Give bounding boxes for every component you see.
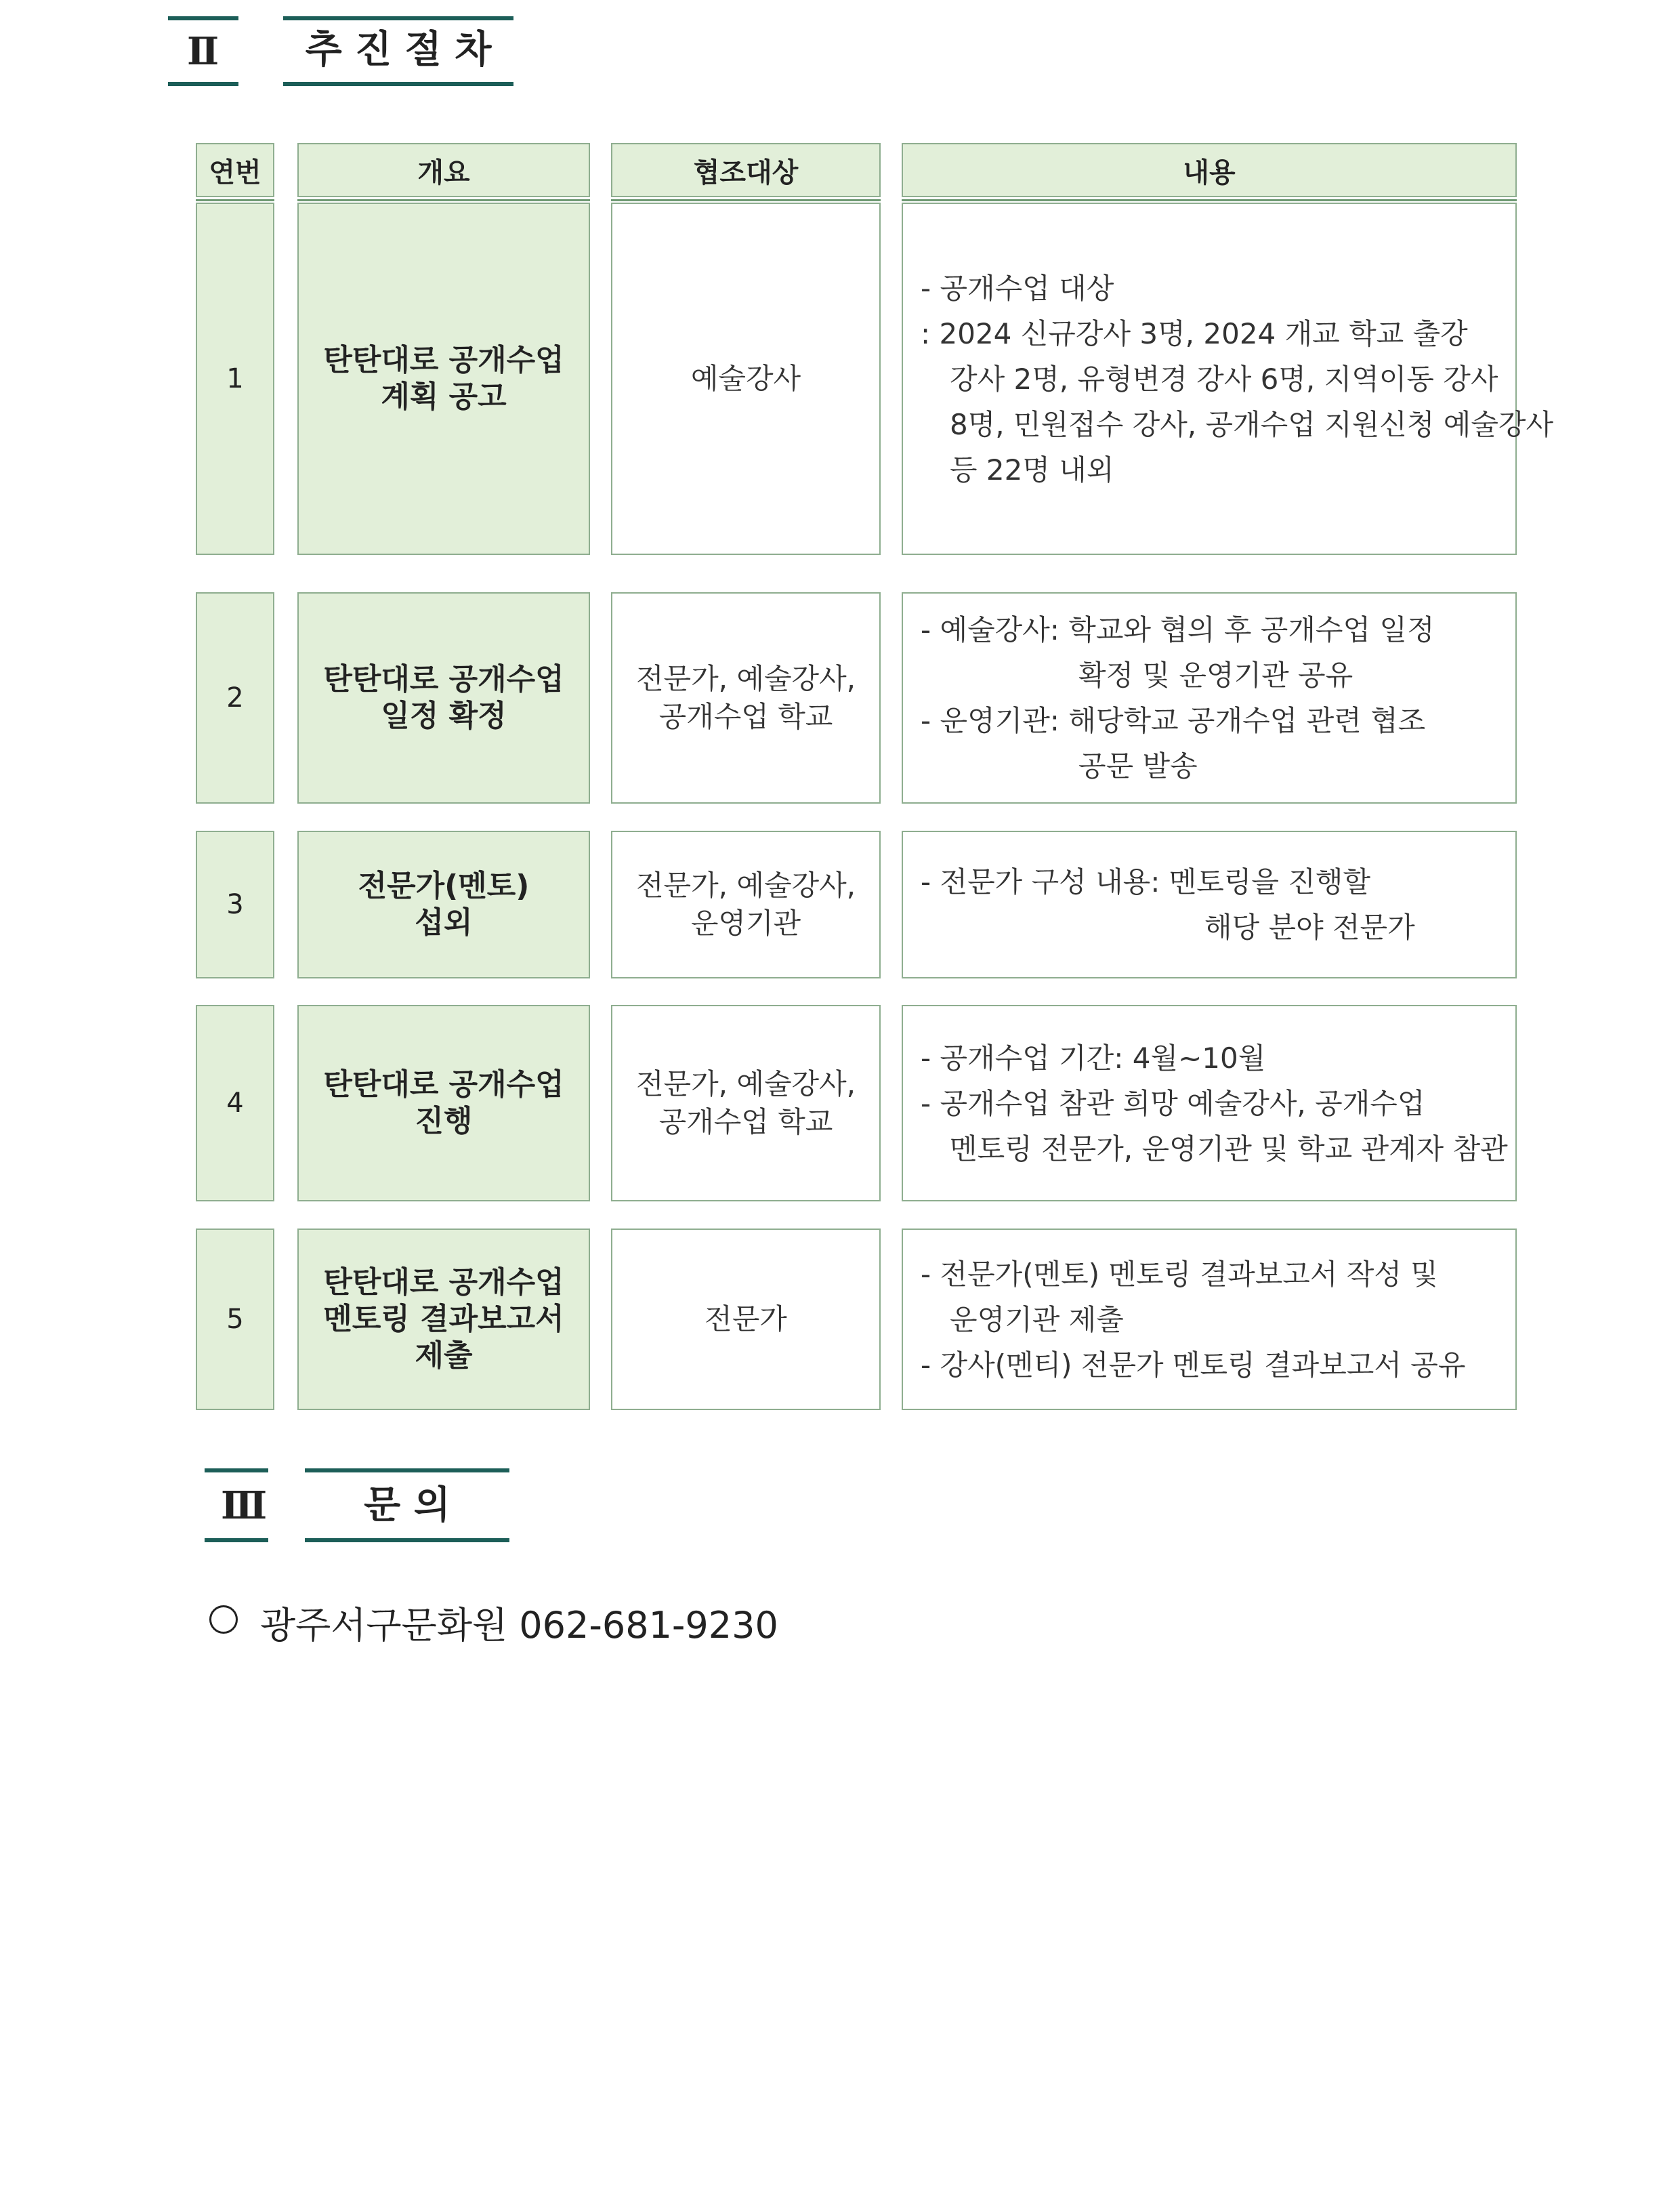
section2-numeral: Ⅱ — [187, 29, 219, 74]
row1-content-line3: 강사 2명, 유형변경 강사 6명, 지역이동 강사 — [950, 362, 1498, 396]
row4-target-line2: 공개수업 학교 — [658, 1105, 833, 1138]
row2-content — [902, 592, 1517, 804]
row3-overview-line2: 섭외 — [415, 905, 473, 940]
row1-content-line4: 8명, 민원접수 강사, 공개수업 지원신청 예술강사 — [950, 407, 1554, 441]
header-underline-content — [902, 199, 1517, 201]
section3-numeral-bar-top — [205, 1468, 268, 1472]
section2-numeral-bar-top — [168, 16, 238, 20]
row1-content — [902, 203, 1554, 555]
row5-content-line1: - 전문가(멘토) 멘토링 결과보고서 작성 및 — [921, 1257, 1438, 1291]
row2-target-line1: 전문가, 예술강사, — [635, 662, 856, 695]
row5-overview-line1: 탄탄대로 공개수업 — [323, 1265, 564, 1300]
row4-target — [611, 1005, 881, 1201]
row1-overview-line2: 계획 공고 — [381, 379, 507, 414]
row4-target-line1: 전문가, 예술강사, — [635, 1067, 856, 1100]
row5-content-line2: 운영기관 제출 — [950, 1302, 1124, 1336]
row2-content-line1: - 예술강사: 학교와 협의 후 공개수업 일정 — [921, 613, 1435, 646]
row5-content — [902, 1229, 1517, 1410]
row1-content-line1: - 공개수업 대상 — [921, 271, 1114, 305]
section2-numeral-bar-bottom — [168, 82, 238, 86]
header-target-label: 협조대상 — [693, 157, 799, 188]
row1-no-text: 1 — [226, 363, 244, 394]
row3-no — [196, 831, 274, 978]
row5-no-text: 5 — [226, 1304, 244, 1335]
row3-content — [902, 831, 1517, 978]
row4-content-line3: 멘토링 전문가, 운영기관 및 학교 관계자 참관 — [950, 1132, 1508, 1165]
row5-no — [196, 1229, 274, 1410]
row4-content-line1: - 공개수업 기간: 4월~10월 — [921, 1041, 1266, 1075]
row2-content-line4: 공문 발송 — [1078, 749, 1198, 783]
row1-overview-line1: 탄탄대로 공개수업 — [323, 343, 564, 377]
row4-content-line2: - 공개수업 참관 희망 예술강사, 공개수업 — [921, 1086, 1425, 1120]
row1-content-line5: 등 22명 내외 — [950, 453, 1114, 487]
section2-title-bar-bottom — [283, 82, 513, 86]
row4-overview — [297, 1005, 590, 1201]
row5-target-line1: 전문가 — [705, 1302, 787, 1336]
row2-content-line3: - 운영기관: 해당학교 공개수업 관련 협조 — [921, 704, 1426, 737]
row5-content-line3: - 강사(멘티) 전문가 멘토링 결과보고서 공유 — [921, 1348, 1466, 1382]
circle-bullet-icon — [209, 1605, 238, 1634]
row2-overview-line2: 일정 확정 — [381, 699, 507, 733]
row4-overview-line2: 진행 — [415, 1104, 473, 1138]
row3-target-line1: 전문가, 예술강사, — [635, 869, 856, 902]
section3-title-bar-bottom — [305, 1538, 509, 1542]
row1-content-line2: : 2024 신규강사 3명, 2024 개교 학교 출강 — [921, 316, 1468, 350]
row3-no-text: 3 — [226, 889, 244, 920]
row1-target — [611, 203, 881, 555]
section3-title: 문 의 — [364, 1483, 450, 1527]
row2-overview — [297, 592, 590, 804]
row3-overview-line1: 전문가(멘토) — [358, 869, 530, 903]
row4-no-text: 4 — [226, 1088, 244, 1119]
section3-title-bar-top — [305, 1468, 509, 1472]
row3-content-line1: - 전문가 구성 내용: 멘토링을 진행할 — [921, 865, 1371, 899]
row5-target — [611, 1229, 881, 1410]
row2-no — [196, 592, 274, 804]
header-content — [902, 143, 1517, 197]
row5-overview-line3: 제출 — [415, 1338, 473, 1373]
header-underline-target — [611, 199, 881, 201]
header-content-label: 내용 — [1183, 157, 1236, 188]
row2-no-text: 2 — [226, 682, 244, 714]
section3-numeral: Ⅲ — [221, 1483, 268, 1528]
row3-target — [611, 831, 881, 978]
row5-overview-line2: 멘토링 결과보고서 — [323, 1302, 564, 1336]
row2-target-line2: 공개수업 학교 — [658, 700, 833, 733]
header-underline-overview — [297, 199, 590, 201]
header-underline-no — [196, 199, 274, 201]
row2-overview-line1: 탄탄대로 공개수업 — [323, 662, 564, 697]
header-target — [611, 143, 881, 197]
row4-no — [196, 1005, 274, 1201]
header-no-label: 연번 — [209, 157, 261, 188]
row4-content — [902, 1005, 1517, 1201]
row2-content-line2: 확정 및 운영기관 공유 — [1078, 659, 1353, 692]
contact-text: 광주서구문화원 062-681-9230 — [260, 1604, 778, 1647]
row1-overview — [297, 203, 590, 555]
row3-content-line2: 해당 분야 전문가 — [1204, 911, 1415, 944]
row2-target — [611, 592, 881, 804]
row3-overview — [297, 831, 590, 978]
row5-overview — [297, 1229, 590, 1410]
row4-overview-line1: 탄탄대로 공개수업 — [323, 1067, 564, 1102]
header-no — [196, 143, 274, 197]
section2-title: 추 진 절 차 — [305, 28, 492, 72]
row1-target-line1: 예술강사 — [690, 362, 801, 395]
header-overview — [297, 143, 590, 197]
header-overview-label: 개요 — [417, 157, 470, 188]
section3-numeral-bar-bottom — [205, 1538, 268, 1542]
section2-title-bar-top — [283, 16, 513, 20]
row3-target-line2: 운영기관 — [690, 907, 801, 940]
row1-no — [196, 203, 274, 555]
